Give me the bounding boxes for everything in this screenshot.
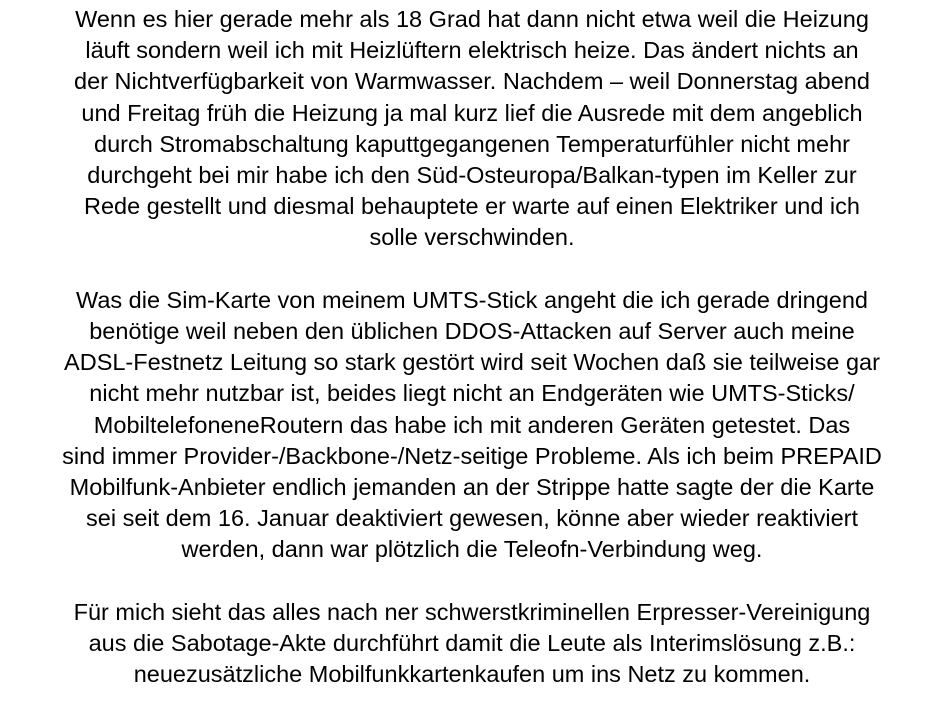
text-line: durch Stromabschaltung kaputtgegangenen Temperaturfühler nicht mehr — [94, 130, 850, 157]
text-line: solle verschwinden. — [369, 224, 575, 251]
paragraph-sim-card — [0, 285, 944, 566]
text-line: Für mich sieht das alles nach ner schwerstkriminellen Erpresser-Vereinigung — [73, 598, 871, 625]
text-line: der Nichtverfügbarkeit von Warmwasser. Nachdem – weil Donnerstag abend — [74, 68, 870, 95]
text-line: sind immer Provider-/Backbone-/Netz-seitige Probleme. Als ich beim PREPAID — [62, 442, 882, 469]
text-line: ADSL-Festnetz Leitung so stark gestört wird seit Wochen daß sie teilweise gar — [64, 349, 880, 376]
text-line: nicht mehr nutzbar ist, beides liegt nicht an Endgeräten wie UMTS-Sticks/ — [89, 380, 855, 407]
text-line: und Freitag früh die Heizung ja mal kurz lief die Ausrede mit dem angeblich — [81, 99, 863, 126]
text-line: Mobilfunk-Anbieter endlich jemanden an der Strippe hatte sagte der die Karte — [69, 474, 875, 501]
paragraph-spacer — [0, 566, 944, 597]
text-line: neuezusätzliche Mobilfunkkartenkaufen um ins Netz zu kommen. — [133, 661, 811, 688]
paragraph-heating — [0, 4, 944, 254]
paragraph-spacer — [0, 254, 944, 285]
text-line: sei seit dem 16. Januar deaktiviert gewesen, könne aber wieder reaktiviert — [86, 505, 858, 532]
text-line: durchgeht bei mir habe ich den Süd-Osteuropa/Balkan-typen im Keller zur — [87, 162, 857, 189]
paragraph-conclusion — [0, 597, 944, 691]
text-line: Wenn es hier gerade mehr als 18 Grad hat dann nicht etwa weil die Heizung — [75, 6, 869, 32]
text-line: benötige weil neben den üblichen DDOS-Attacken auf Server auch meine — [89, 318, 855, 345]
text-line: Was die Sim-Karte von meinem UMTS-Stick angeht die ich gerade dringend — [76, 286, 868, 313]
text-line: aus die Sabotage-Akte durchführt damit die Leute als Interimslösung z.B.: — [88, 630, 856, 657]
text-line: läuft sondern weil ich mit Heizlüftern elektrisch heize. Das ändert nichts an — [85, 37, 859, 64]
text-line: MobiltelefoneneRoutern das habe ich mit anderen Geräten getestet. Das — [93, 411, 851, 438]
text-line: werden, dann war plötzlich die Teleofn-Verbindung weg. — [181, 536, 763, 563]
text-line: Rede gestellt und diesmal behauptete er warte auf einen Elektriker und ich — [84, 193, 860, 220]
